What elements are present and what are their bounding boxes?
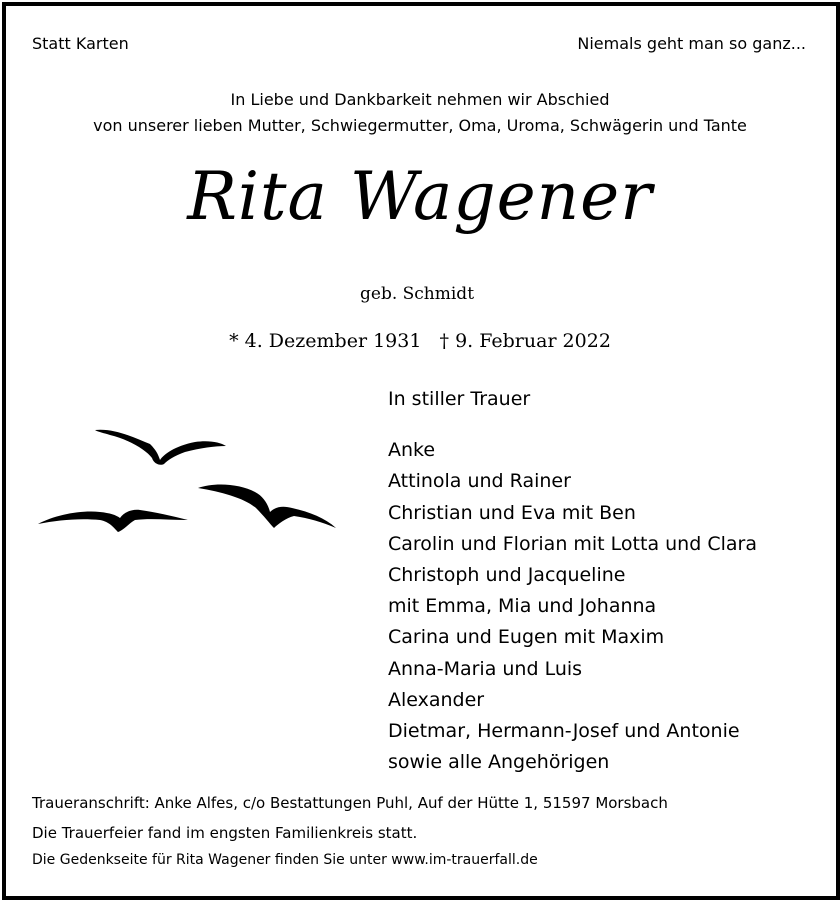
mourner-name: Christian und Eva mit Ben (388, 501, 636, 524)
mourner-name: mit Emma, Mia und Johanna (388, 595, 657, 618)
bird-icon (95, 430, 226, 465)
bird-icon (198, 485, 336, 528)
intro-line-1: In Liebe und Dankbarkeit nehmen wir Abschied (230, 90, 610, 109)
mourner-name: Anke (388, 439, 436, 462)
mourning-address: Traueranschrift: Anke Alfes, c/o Bestattungen Puhl, Auf der Hütte 1, 51597 Morsbach (32, 794, 668, 812)
mourner-name: Anna-Maria und Luis (388, 657, 583, 680)
mourner-name: Christoph und Jacqueline (388, 564, 626, 587)
mourner-name: Dietmar, Hermann-Josef und Antonie (388, 720, 740, 743)
mourner-name: Attinola und Rainer (388, 470, 571, 493)
birds-illustration (30, 420, 350, 540)
ceremony-note: Die Trauerfeier fand im engsten Familienkreis statt. (32, 824, 418, 842)
life-dates: * 4. Dezember 1931 † 9. Februar 2022 (229, 330, 611, 352)
mourner-name: Carolin und Florian mit Lotta und Clara (388, 532, 757, 555)
maiden-name: geb. Schmidt (360, 284, 475, 304)
mourner-name: Carina und Eugen mit Maxim (388, 626, 665, 649)
mourners-block (388, 384, 757, 778)
header-right-text: Niemals geht man so ganz... (577, 34, 806, 53)
header-left-text: Statt Karten (32, 34, 129, 53)
intro-line-2: von unserer lieben Mutter, Schwiegermutter, Oma, Uroma, Schwägerin und Tante (93, 116, 747, 135)
mourners-heading: In stiller Trauer (388, 388, 531, 410)
deceased-name: Rita Wagener (187, 158, 653, 235)
memorial-page-note: Die Gedenkseite für Rita Wagener finden Sie unter www.im-trauerfall.de (32, 852, 538, 868)
mourner-name: sowie alle Angehörigen (388, 751, 610, 774)
bird-icon (38, 510, 188, 532)
mourner-name: Alexander (388, 688, 485, 711)
